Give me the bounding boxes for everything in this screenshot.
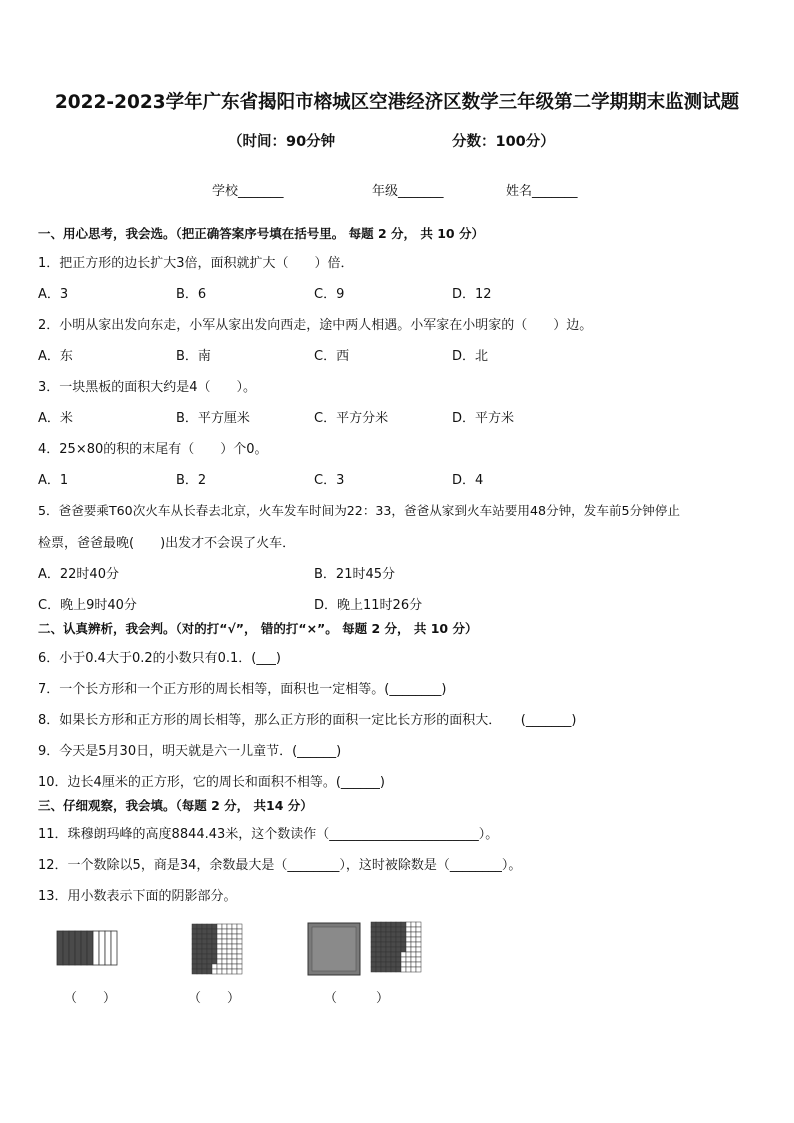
empty-cell [227,964,232,969]
shaded-cell [396,942,401,947]
empty-cell [406,937,411,942]
shaded-cell [202,934,207,939]
option: D．4 [452,473,484,488]
empty-cell [406,967,411,972]
empty-cell [232,959,237,964]
shaded-cell [197,969,202,974]
shaded-cell [391,937,396,942]
shaded-cell [381,967,386,972]
shaded-cell [376,947,381,952]
shaded-cell [212,944,217,949]
option: B．平方厘米 [176,411,250,426]
empty-cell [237,954,242,959]
page-title: 2022-2023学年广东省揭阳市榕城区空港经济区数学三年级第二学期期末监测试题 [54,92,740,113]
shaded-strip [57,931,63,965]
shaded-cell [371,962,376,967]
option: D．晚上11时26分 [314,598,423,613]
shaded-cell [386,962,391,967]
shaded-cell [381,932,386,937]
question-8: 8．如果长方形和正方形的周长相等，那么正方形的面积一定比长方形的面积大． (_______) [38,713,577,728]
empty-cell [222,949,227,954]
shaded-cell [386,932,391,937]
shaded-cell [401,927,406,932]
option: B．6 [176,287,207,302]
empty-cell [232,964,237,969]
empty-cell [411,957,416,962]
question-7: 7．一个长方形和一个正方形的周长相等，面积也一定相等。(________) [38,682,447,697]
shaded-cell [386,942,391,947]
option: D．12 [452,287,492,302]
shaded-cell [396,967,401,972]
empty-cell [232,924,237,929]
shaded-cell [202,959,207,964]
question-11: 11．珠穆朗玛峰的高度8844.43米，这个数读作（_______________________）。 [38,827,499,842]
empty-cell [232,929,237,934]
empty-cell [401,957,406,962]
shaded-cell [207,959,212,964]
option: B．南 [176,349,211,364]
shaded-cell [212,934,217,939]
shaded-cell [381,957,386,962]
shaded-cell [192,934,197,939]
shaded-cell [202,964,207,969]
question-5-line2: 检票，爸爸最晚( )出发才不会误了火车． [38,536,296,551]
shaded-cell [401,942,406,947]
shaded-cell [197,939,202,944]
shaded-strip [75,931,81,965]
shaded-cell [202,954,207,959]
shaded-cell [207,949,212,954]
empty-cell [217,959,222,964]
shaded-cell [197,964,202,969]
shaded-cell [391,947,396,952]
empty-cell [217,969,222,974]
empty-cell [416,937,421,942]
answer-blank-1: （ ） [64,991,117,1006]
answer-blank-2: （ ） [188,991,241,1006]
shaded-cell [386,937,391,942]
empty-cell [401,967,406,972]
empty-cell [416,952,421,957]
empty-cell [232,934,237,939]
option: C．3 [314,473,345,488]
question-4: 4．25×80的积的末尾有（ ）个0。 [38,442,268,457]
question-13: 13．用小数表示下面的阴影部分。 [38,889,237,904]
name-field: 姓名_______ [506,184,578,199]
shaded-cell [192,939,197,944]
shaded-cell [212,924,217,929]
shaded-cell [207,964,212,969]
shaded-cell [376,937,381,942]
shaded-cell [396,952,401,957]
shaded-cell [376,927,381,932]
answer-blank-3: （ ） [324,991,390,1006]
empty-cell [416,947,421,952]
empty-cell [416,957,421,962]
empty-cell [217,934,222,939]
shaded-cell [212,954,217,959]
empty-cell [237,929,242,934]
empty-cell [227,939,232,944]
question-12: 12．一个数除以5，商是34，余数最大是（________），这时被除数是（________）。 [38,858,522,873]
empty-cell [416,932,421,937]
shaded-cell [391,952,396,957]
empty-cell [416,962,421,967]
shaded-cell [391,927,396,932]
empty-cell [212,964,217,969]
question-6: 6．小于0.4大于0.2的小数只有0.1．(___) [38,651,281,666]
empty-cell [411,947,416,952]
grade-field: 年级_______ [372,184,444,199]
shaded-cell [197,944,202,949]
shaded-cell [207,929,212,934]
shaded-cell [376,967,381,972]
shaded-cell [391,942,396,947]
empty-cell [217,964,222,969]
hundred-grid-figure [191,923,243,975]
empty-cell [416,927,421,932]
empty-strip [99,931,105,965]
shaded-cell [207,954,212,959]
option: B．21时45分 [314,567,396,582]
option: A．东 [38,349,73,364]
shaded-cell [371,922,376,927]
shaded-cell [371,957,376,962]
empty-cell [232,969,237,974]
option: D．北 [452,349,489,364]
shaded-cell [197,959,202,964]
shaded-cell [396,947,401,952]
empty-cell [232,954,237,959]
question-5: 5．爸爸要乘T60次火车从长春去北京，火车发车时间为22：33，爸爸从家到火车站要用48分钟，发车前5分钟停止 [38,503,680,518]
section-heading-2: 二、认真辨析，我会判。（对的打“√”， 错的打“×”。 每题 2 分， 共 10 分） [38,621,478,636]
shaded-cell [202,924,207,929]
shaded-cell [401,932,406,937]
empty-cell [222,959,227,964]
shaded-cell [192,924,197,929]
empty-cell [227,929,232,934]
empty-cell [237,964,242,969]
shaded-whole-inner [312,927,356,971]
shaded-cell [212,939,217,944]
empty-cell [411,967,416,972]
empty-strip [105,931,111,965]
empty-cell [222,969,227,974]
shaded-cell [371,952,376,957]
shaded-cell [396,957,401,962]
shaded-cell [381,937,386,942]
shaded-strip [87,931,93,965]
shaded-cell [202,944,207,949]
question-2: 2．小明从家出发向东走，小军从家出发向西走，途中两人相遇。小军家在小明家的（ ）边。 [38,318,593,333]
option: C．晚上9时40分 [38,598,137,613]
empty-cell [411,937,416,942]
empty-cell [411,932,416,937]
shaded-cell [202,969,207,974]
exam-time: （时间：90分钟 [228,134,336,150]
shaded-cell [386,947,391,952]
empty-cell [222,954,227,959]
question-10: 10．边长4厘米的正方形，它的周长和面积不相等。(______) [38,775,385,790]
empty-cell [416,922,421,927]
shaded-cell [396,932,401,937]
empty-cell [416,942,421,947]
shaded-cell [207,924,212,929]
shaded-cell [197,924,202,929]
shaded-cell [197,954,202,959]
empty-cell [237,924,242,929]
shaded-cell [386,927,391,932]
shaded-cell [401,947,406,952]
empty-cell [222,944,227,949]
option: A．1 [38,473,69,488]
question-1: 1．把正方形的边长扩大3倍，面积就扩大（ ）倍． [38,256,354,271]
empty-cell [227,924,232,929]
empty-cell [227,959,232,964]
shaded-cell [371,942,376,947]
shaded-cell [386,957,391,962]
shaded-cell [381,942,386,947]
shaded-cell [401,937,406,942]
empty-cell [222,934,227,939]
empty-cell [237,969,242,974]
shaded-cell [202,939,207,944]
shaded-cell [396,922,401,927]
shaded-cell [381,922,386,927]
empty-cell [217,949,222,954]
shaded-cell [192,959,197,964]
empty-cell [406,962,411,967]
option: C．西 [314,349,350,364]
empty-cell [237,934,242,939]
empty-cell [227,949,232,954]
shaded-cell [376,932,381,937]
shaded-cell [371,927,376,932]
shaded-cell [376,952,381,957]
shaded-strip [81,931,87,965]
shaded-cell [207,934,212,939]
shaded-cell [376,962,381,967]
empty-cell [237,959,242,964]
shaded-cell [212,959,217,964]
shaded-cell [371,947,376,952]
shaded-cell [376,942,381,947]
shaded-cell [192,964,197,969]
empty-cell [227,934,232,939]
empty-cell [217,944,222,949]
empty-strip [93,931,99,965]
shaded-cell [207,969,212,974]
empty-cell [222,964,227,969]
empty-cell [411,962,416,967]
empty-cell [217,924,222,929]
option: A．3 [38,287,69,302]
shaded-cell [401,922,406,927]
shaded-cell [391,922,396,927]
section-heading-3: 三、仔细观察，我会填。（每题 2 分， 共14 分） [38,798,313,813]
shaded-cell [376,957,381,962]
shaded-cell [391,932,396,937]
shaded-cell [376,922,381,927]
empty-cell [406,927,411,932]
empty-cell [227,944,232,949]
empty-cell [416,967,421,972]
shaded-cell [391,962,396,967]
empty-cell [232,944,237,949]
shaded-cell [371,932,376,937]
shaded-cell [197,929,202,934]
empty-cell [217,954,222,959]
empty-cell [222,924,227,929]
shaded-cell [381,962,386,967]
empty-cell [406,947,411,952]
empty-cell [217,929,222,934]
shaded-cell [192,969,197,974]
empty-cell [401,952,406,957]
empty-strip [111,931,117,965]
whole-and-grid-figure [307,920,425,976]
option: B．2 [176,473,207,488]
shaded-cell [212,949,217,954]
empty-cell [237,939,242,944]
empty-cell [222,929,227,934]
shaded-cell [197,949,202,954]
empty-cell [406,922,411,927]
empty-cell [237,949,242,954]
shaded-strip [69,931,75,965]
empty-cell [406,942,411,947]
shaded-cell [207,939,212,944]
shaded-cell [396,937,401,942]
shaded-cell [391,967,396,972]
question-3: 3．一块黑板的面积大约是4（ ）。 [38,380,257,395]
shaded-cell [396,927,401,932]
shaded-cell [371,937,376,942]
option: A．22时40分 [38,567,119,582]
shaded-cell [386,967,391,972]
school-field: 学校_______ [212,184,284,199]
shaded-cell [192,949,197,954]
shaded-cell [381,952,386,957]
empty-cell [411,942,416,947]
empty-cell [227,954,232,959]
shaded-cell [386,952,391,957]
option: D．平方米 [452,411,515,426]
shaded-cell [202,929,207,934]
option: C．9 [314,287,345,302]
question-9: 9．今天是5月30日，明天就是六一儿童节．(______) [38,744,342,759]
empty-cell [232,949,237,954]
section-heading-1: 一、用心思考，我会选。（把正确答案序号填在括号里。 每题 2 分， 共 10 分） [38,226,484,241]
empty-cell [401,962,406,967]
empty-cell [222,939,227,944]
option: C．平方分米 [314,411,389,426]
empty-cell [411,927,416,932]
shaded-cell [207,944,212,949]
empty-cell [406,932,411,937]
shaded-cell [386,922,391,927]
shaded-cell [381,947,386,952]
shaded-cell [396,962,401,967]
shaded-cell [197,934,202,939]
empty-cell [411,952,416,957]
empty-cell [217,939,222,944]
shaded-cell [381,927,386,932]
shaded-cell [202,949,207,954]
shaded-cell [192,944,197,949]
shaded-cell [192,954,197,959]
shaded-cell [371,967,376,972]
shaded-cell [391,957,396,962]
shaded-strip [63,931,69,965]
empty-cell [406,957,411,962]
option: A．米 [38,411,73,426]
empty-cell [411,922,416,927]
empty-cell [227,969,232,974]
empty-cell [232,939,237,944]
tenths-bar-figure [56,930,120,966]
empty-cell [212,969,217,974]
shaded-cell [212,929,217,934]
empty-cell [406,952,411,957]
exam-score: 分数：100分） [452,134,555,150]
empty-cell [237,944,242,949]
shaded-cell [192,929,197,934]
